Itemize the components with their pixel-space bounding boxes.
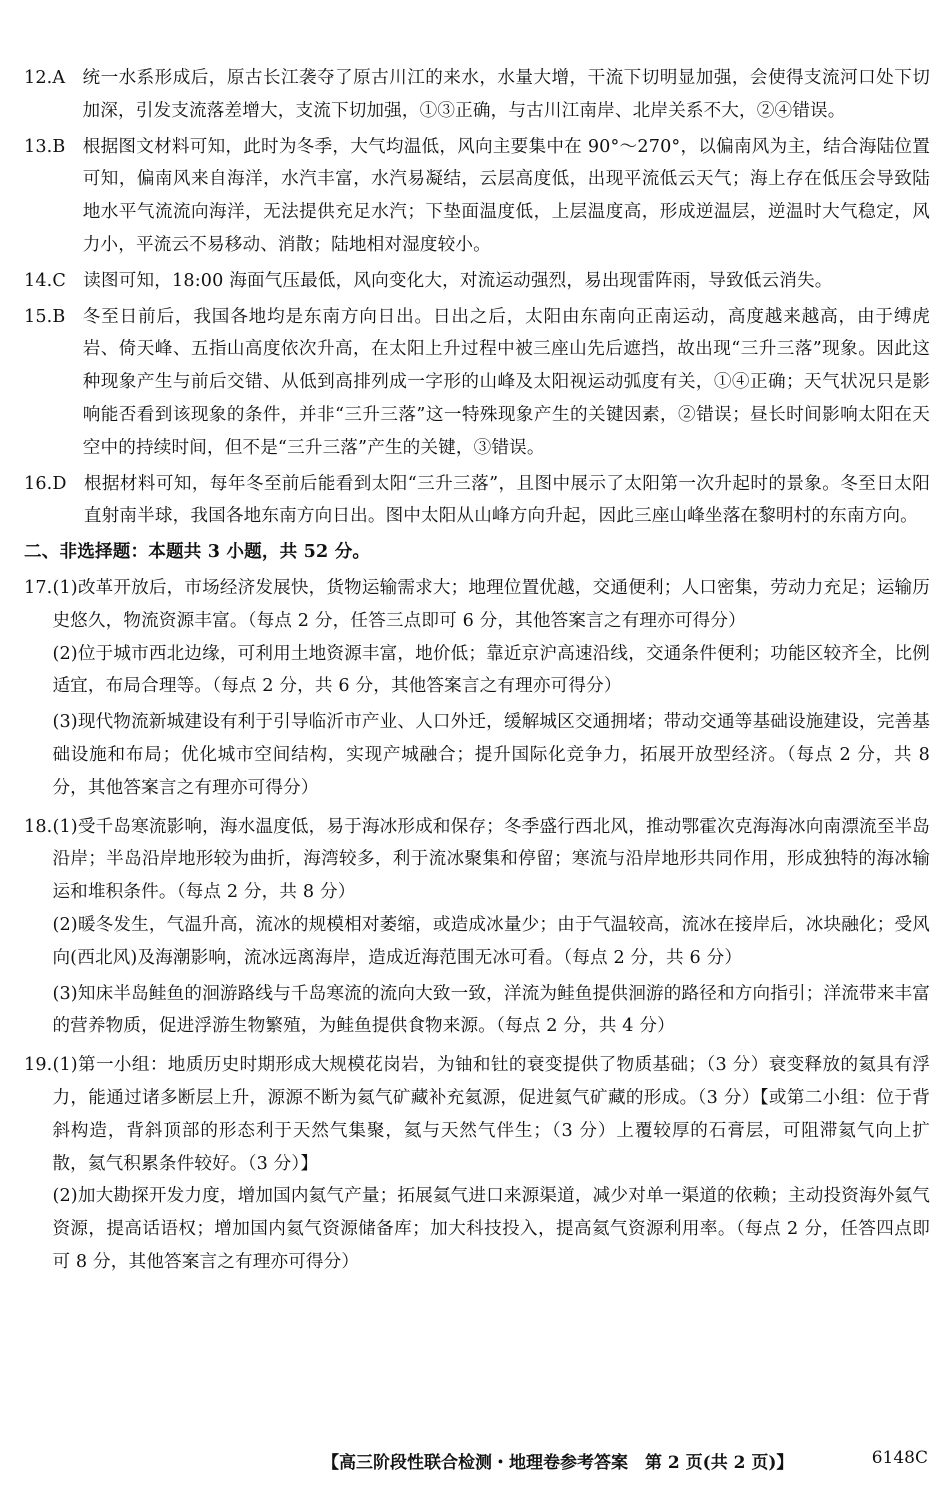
answer-content [24, 62, 930, 1285]
question-17 [24, 572, 930, 808]
question-part-3: (3)现代物流新城建设有利于引导临沂市产业、人口外迁，缓解城区交通拥堵；带动交通等基础设施建设，完善基础设施和布局；优化城市空间结构，实现产城融合；提升国际化竞争力，拓展开放型经济。（每点 2 分，共 8 分，其他答案言之有理亦可得分） [52, 712, 930, 798]
answer-item-15 [24, 301, 930, 465]
question-parts [52, 811, 930, 1047]
question-18 [24, 811, 930, 1047]
question-parts [52, 1049, 930, 1282]
answer-number: 13.B [24, 136, 66, 157]
question-part-2: (2)加大勘探开发力度，增加国内氦气产量；拓展氦气进口来源渠道，减少对单一渠道的依赖；主动投资海外氦气资源，提高话语权；增加国内氦气资源储备库；加大科技投入，提高氦气资源利用率。（每点 2 分，任答四点即可 8 分，其他答案言之有理亦可得分） [52, 1186, 930, 1272]
answer-explanation: 冬至日前后，我国各地均是东南方向日出。日出之后，太阳由东南向正南运动，高度越来越高，由于缚虎岩、倚天峰、五指山高度依次升高，在太阳上升过程中被三座山先后遮挡，故出现“三升三落”现象。因此这种现象产生与前后交错、从低到高排列成一字形的山峰及太阳视运动弧度有关，①④正确；天气状况只是影响能否看到该现象的条件，并非“三升三落”这一特殊现象产生的关键因素，②错误；昼长时间影响太阳在天空中的持续时间，但不是“三升三落”产生的关键，③错误。 [82, 306, 930, 458]
question-part-1: (1)改革开放后，市场经济发展快，货物运输需求大；地理位置优越，交通便利；人口密集，劳动力充足；运输历史悠久，物流资源丰富。（每点 2 分，任答三点即可 6 分，其他答案言之有理亦可得分） [52, 577, 930, 631]
question-number: 19. [24, 1055, 53, 1076]
answer-explanation: 根据图文材料可知，此时为冬季，大气均温低，风向主要集中在 90°～270°，以偏南风为主，结合海陆位置可知，偏南风来自海洋，水汽丰富，水汽易凝结，云层高度低，出现平流低云天气；海上存在低压会导致陆地水平气流流向海洋，无法提供充足水汽；下垫面温度低，上层温度高，形成逆温层，逆温时大气稳定，风力小，平流云不易移动、消散；陆地相对湿度较小。 [82, 136, 930, 255]
answer-item-12 [24, 62, 930, 128]
answer-explanation: 统一水系形成后，原古长江袭夺了原古川江的来水，水量大增，干流下切明显加强，会使得支流河口处下切加深，引发支流落差增大，支流下切加强，①③正确，与古川江南岸、北岸关系不大，②④错误。 [82, 68, 930, 121]
question-number: 18. [24, 816, 53, 837]
answer-item-16 [24, 468, 930, 534]
section-heading: 二、非选择题：本题共 3 小题，共 52 分。 [24, 541, 371, 563]
question-part-1: (1)第一小组：地质历史时期形成大规模花岗岩，为铀和钍的衰变提供了物质基础；（3 分）衰变释放的氦具有浮力，能通过诸多断层上升，源源不断为氦气矿藏补充氦源，促进氦气矿藏的形成。（3 分）【或第二小组：位于背斜构造，背斜顶部的形态利于天然气集聚，氦与天然气伴生；（3 分）上覆较厚的石膏层，可阻滞氦气向上扩散，氦气积累条件较好。（3 分）】 [52, 1055, 930, 1174]
question-part-2: (2)暖冬发生，气温升高，流冰的规模相对萎缩，或造成冰量少；由于气温较高，流冰在接岸后，冰块融化；受风向(西北风)及海潮影响，流冰远离海岸，造成近海范围无冰可看。（每点 2 分，共 6 分） [52, 914, 930, 968]
question-parts [52, 572, 930, 808]
answer-number: 16.D [24, 473, 67, 494]
question-part-1: (1)受千岛寒流影响，海水温度低，易于海冰形成和保存；冬季盛行西北风，推动鄂霍次克海海冰向南漂流至半岛沿岸；半岛沿岸地形较为曲折，海湾较多，利于流冰聚集和停留；寒流与沿岸地形共同作用，形成独特的海冰输运和堆积条件。（每点 2 分，共 8 分） [52, 816, 930, 903]
answer-number: 12.A [24, 68, 66, 88]
footer-code: 6148C [871, 1448, 928, 1468]
answer-number: 15.B [24, 306, 66, 327]
answer-explanation: 根据材料可知，每年冬至前后能看到太阳“三升三落”，且图中展示了太阳第一次升起时的景象。冬至日太阳直射南半球，我国各地东南方向日出。图中太阳从山峰方向升起，因此三座山峰坐落在黎明村的东南方向。 [83, 473, 930, 527]
answer-explanation: 读图可知，18:00 海面气压最低，风向变化大，对流运动强烈，易出现雷阵雨，导致低云消失。 [83, 270, 833, 291]
question-19 [24, 1049, 930, 1282]
question-part-2: (2)位于城市西北边缘，可利用土地资源丰富，地价低；靠近京沪高速沿线，交通条件便利；功能区较齐全，比例适宜，布局合理等。（每点 2 分，共 6 分，其他答案言之有理亦可得分） [52, 643, 930, 697]
question-number: 17. [24, 577, 53, 598]
question-part-3: (3)知床半岛鲑鱼的洄游路线与千岛寒流的流向大致一致，洋流为鲑鱼提供洄游的路径和方向指引；洋流带来丰富的营养物质，促进浮游生物繁殖，为鲑鱼提供食物来源。（每点 2 分，共 4 分） [52, 983, 930, 1037]
footer-title: 【高三阶段性联合检测・地理卷参考答案 第 2 页(共 2 页)】 [322, 1453, 794, 1473]
page-footer [0, 1448, 950, 1478]
answer-item-14 [24, 265, 930, 298]
answer-item-13 [24, 131, 930, 262]
answer-number: 14.C [24, 270, 67, 291]
